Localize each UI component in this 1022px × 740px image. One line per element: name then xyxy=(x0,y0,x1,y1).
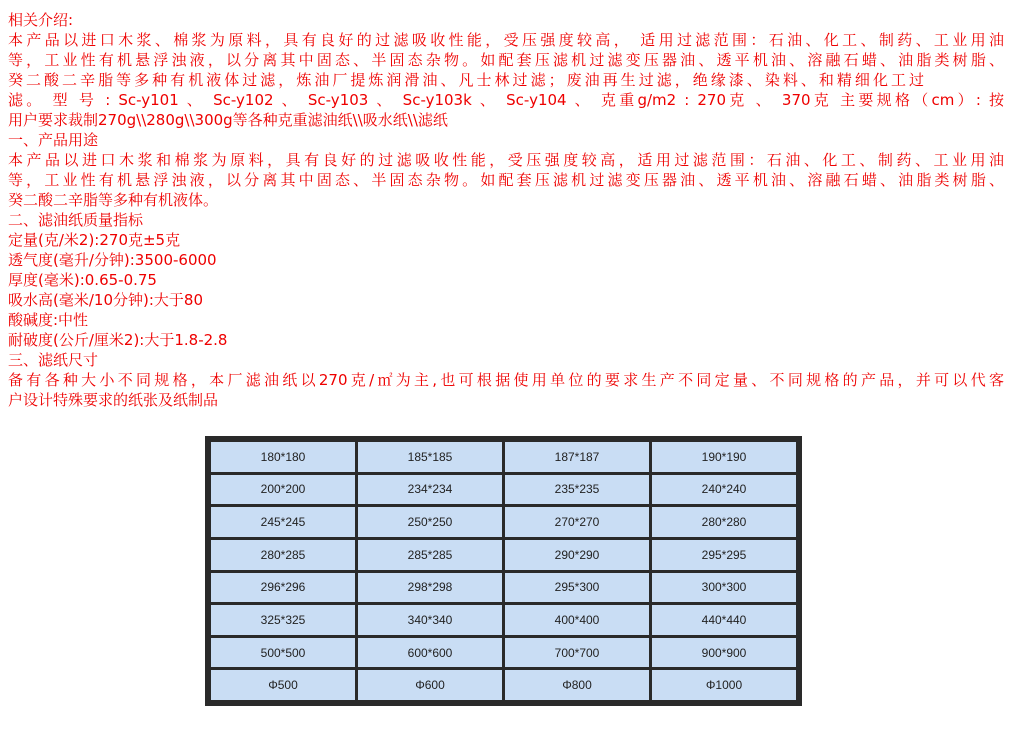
table-row xyxy=(211,638,796,668)
size-cell: Φ1000 xyxy=(652,670,796,700)
size-cell: 240*240 xyxy=(652,475,796,505)
table-row xyxy=(211,573,796,603)
table-row xyxy=(211,670,796,700)
quality-heading: 二、滤油纸质量指标 xyxy=(8,211,144,229)
table-row xyxy=(211,507,796,537)
size-cell: 500*500 xyxy=(211,638,355,668)
size-cell: 290*290 xyxy=(505,540,649,570)
table-row xyxy=(211,442,796,472)
size-table-frame xyxy=(205,436,802,706)
size-table xyxy=(208,439,799,703)
intro-paragraph-line: 用户要求裁制270g\\280g\\300g等各种克重滤油纸\\吸水纸\\滤纸 xyxy=(8,111,448,129)
intro-paragraph-line: 等，工业性有机悬浮浊液，以分离其中固态、半固态杂物。如配套压滤机过滤变压器油、透平机油、溶融石蜡、油脂类树脂、 xyxy=(8,51,1004,69)
size-cell: 700*700 xyxy=(505,638,649,668)
size-cell: 280*285 xyxy=(211,540,355,570)
size-cell: 187*187 xyxy=(505,442,649,472)
size-cell: 270*270 xyxy=(505,507,649,537)
size-cell: 200*200 xyxy=(211,475,355,505)
quality-item: 酸碱度:中性 xyxy=(8,311,89,329)
intro-paragraph-line: 本产品以进口木浆、棉浆为原料，具有良好的过滤吸收性能，受压强度较高， 适用过滤范围：石油、化工、制药、工业用油 xyxy=(8,31,1004,49)
intro-paragraph-line: 癸二酸二辛脂等多种有机液体过滤，炼油厂提炼润滑油、凡士林过滤；废油再生过滤，绝缘漆、染料、和精细化工过 xyxy=(8,71,924,89)
size-cell: 295*300 xyxy=(505,573,649,603)
size-cell: 295*295 xyxy=(652,540,796,570)
intro-heading: 相关介绍: xyxy=(8,11,74,29)
size-cell: 190*190 xyxy=(652,442,796,472)
sizes-heading: 三、滤纸尺寸 xyxy=(8,351,99,369)
size-cell: 185*185 xyxy=(358,442,502,472)
size-cell: 285*285 xyxy=(358,540,502,570)
size-cell: 900*900 xyxy=(652,638,796,668)
sizes-paragraph-line: 户设计特殊要求的纸张及纸制品 xyxy=(8,391,219,409)
size-cell: 600*600 xyxy=(358,638,502,668)
size-cell: 340*340 xyxy=(358,605,502,635)
product-description xyxy=(8,10,1004,410)
size-cell: 250*250 xyxy=(358,507,502,537)
size-cell: 180*180 xyxy=(211,442,355,472)
quality-item: 定量(克/米2):270克±5克 xyxy=(8,231,181,249)
quality-item: 吸水高(毫米/10分钟):大于80 xyxy=(8,291,203,309)
size-cell: Φ600 xyxy=(358,670,502,700)
size-cell: 400*400 xyxy=(505,605,649,635)
usage-paragraph-line: 等，工业性有机悬浮浊液，以分离其中固态、半固态杂物。如配套压滤机过滤变压器油、透平机油、溶融石蜡、油脂类树脂、 xyxy=(8,171,1004,189)
size-cell: 300*300 xyxy=(652,573,796,603)
size-cell: 245*245 xyxy=(211,507,355,537)
size-cell: 280*280 xyxy=(652,507,796,537)
intro-paragraph-line: 滤。 型 号 : Sc-y101 、 Sc-y102 、 Sc-y103 、 Sc-y103k 、 Sc-y104 、 克重g/m2 : 270克 、 370克 主要规格（cm）: 按 xyxy=(8,91,1004,109)
size-cell: 235*235 xyxy=(505,475,649,505)
size-cell: Φ800 xyxy=(505,670,649,700)
size-cell: 296*296 xyxy=(211,573,355,603)
quality-item: 透气度(毫升/分钟):3500-6000 xyxy=(8,251,217,269)
usage-paragraph-line: 本产品以进口木浆和棉浆为原料，具有良好的过滤吸收性能，受压强度较高，适用过滤范围：石油、化工、制药、工业用油 xyxy=(8,151,1004,169)
size-cell: 234*234 xyxy=(358,475,502,505)
size-cell: 298*298 xyxy=(358,573,502,603)
table-row xyxy=(211,475,796,505)
table-row xyxy=(211,540,796,570)
quality-item: 耐破度(公斤/厘米2):大于1.8-2.8 xyxy=(8,331,228,349)
size-cell: 440*440 xyxy=(652,605,796,635)
usage-paragraph-line: 癸二酸二辛脂等多种有机液体。 xyxy=(8,191,219,209)
size-cell: Φ500 xyxy=(211,670,355,700)
usage-heading: 一、产品用途 xyxy=(8,131,99,149)
sizes-paragraph-line: 备有各种大小不同规格，本厂滤油纸以270克/㎡为主,也可根据使用单位的要求生产不同定量、不同规格的产品，并可以代客 xyxy=(8,371,1004,389)
size-cell: 325*325 xyxy=(211,605,355,635)
quality-item: 厚度(毫米):0.65-0.75 xyxy=(8,271,157,289)
table-row xyxy=(211,605,796,635)
